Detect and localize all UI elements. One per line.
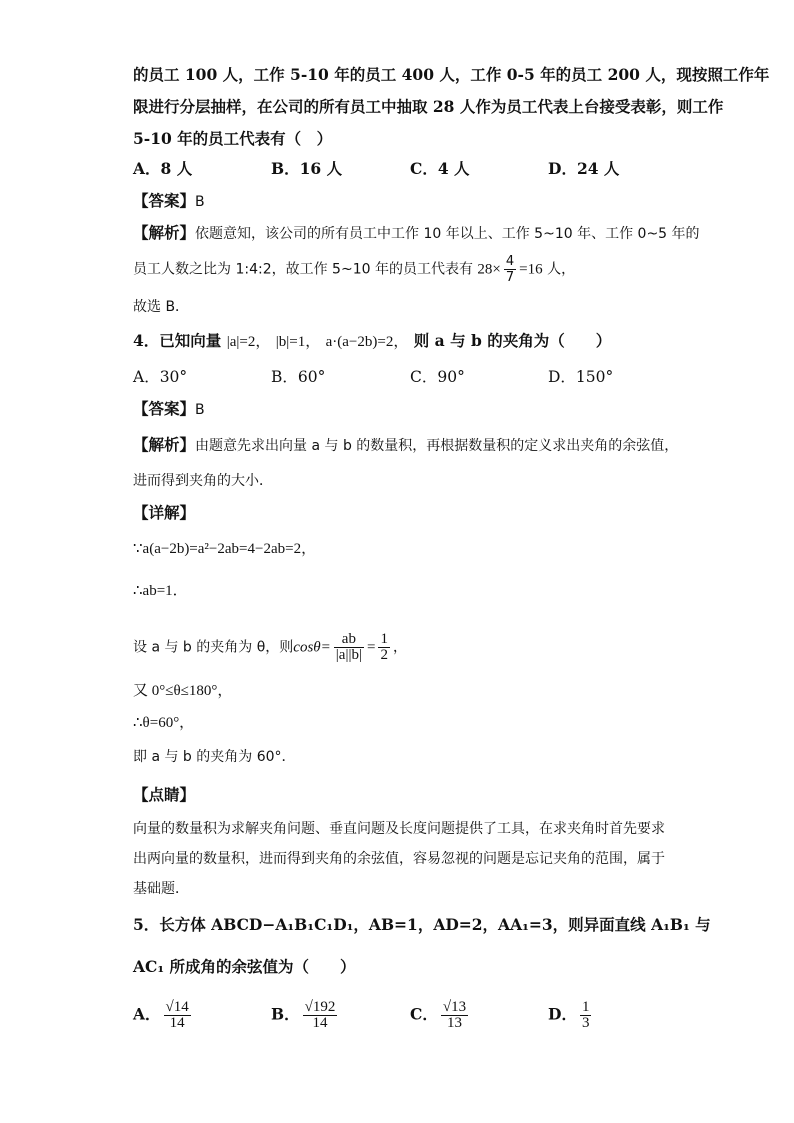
q4-step-1: ∵a(a−2b)=a²−2ab=4−2ab=2， <box>133 541 317 557</box>
q4-analysis-line-2: 进而得到夹角的大小． <box>133 473 273 489</box>
q3-option-d: D．24 人 <box>548 159 620 178</box>
q4-step-4: 又 0°≤θ≤180°， <box>133 683 233 699</box>
option-label: D． <box>548 1004 577 1024</box>
q3-stem-line-2: 限进行分层抽样，在公司的所有员工中抽取 28 人作为员工代表上台接受表彰，则工作 <box>133 97 724 116</box>
q4-option-d: D．150° <box>548 368 614 386</box>
cos-den: |a||b| <box>335 647 362 663</box>
frac-num: 4 <box>505 254 515 269</box>
q4-option-b: B．60° <box>271 368 326 386</box>
calc-mult: 28× <box>477 261 501 278</box>
q5-option-c <box>410 1000 471 1031</box>
q4-cond-1: |a|=2， <box>226 334 271 350</box>
q4-ask: 则 a 与 b 的夹角为（ ） <box>413 331 612 350</box>
q5-stem-line-2: AC₁ 所成角的余弦值为（ ） <box>133 957 356 976</box>
frac-num: 1 <box>581 999 590 1015</box>
analysis-text-2: 员工人数之比为 1:4:2，故工作 5~10 年的员工代表有 <box>133 261 473 278</box>
half-fraction <box>378 632 390 663</box>
option-fraction <box>164 1000 191 1031</box>
option-fraction <box>580 1000 592 1031</box>
q3-answer <box>133 190 205 213</box>
q4-comment-line-1: 向量的数量积为求解夹角问题、垂直问题及长度问题提供了工具，在求夹角时首先要求 <box>133 821 665 837</box>
q4-option-a: A．30° <box>133 368 188 386</box>
option-fraction <box>303 1000 338 1031</box>
q4-step-2: ∴ab=1． <box>133 583 188 599</box>
q5-stem-line-1: 5．长方体 ABCD−A₁B₁C₁D₁，AB=1，AD=2，AA₁=3，则异面直线 A₁B₁ 与 <box>133 915 711 934</box>
frac-den: 14 <box>312 1015 328 1031</box>
step3-post: ， <box>392 639 407 656</box>
frac-num: √13 <box>442 999 467 1015</box>
cos-num: ab <box>334 632 364 648</box>
q4-stem <box>133 330 611 353</box>
step3-text: 设 a 与 b 的夹角为 θ，则 <box>133 639 294 656</box>
q4-answer <box>133 398 205 421</box>
analysis-text: 由题意先求出向量 a 与 b 的数量积，再根据数量积的定义求出夹角的余弦值， <box>195 438 679 454</box>
frac-den: 14 <box>169 1015 185 1031</box>
answer-value: B <box>195 402 205 418</box>
cos-fraction <box>334 632 364 663</box>
frac-num: √14 <box>165 999 189 1015</box>
answer-tag: 【答案】 <box>133 399 196 418</box>
step3-eq: = <box>366 639 376 656</box>
answer-value: B <box>195 194 205 210</box>
answer-tag: 【答案】 <box>133 191 196 210</box>
q4-cond-3: a·(a−2b)=2， <box>325 334 409 350</box>
analysis-text-3: 人， <box>547 261 576 278</box>
frac-den: 13 <box>446 1015 462 1031</box>
calc-result: =16 <box>519 261 543 278</box>
frac-den: 7 <box>505 270 515 285</box>
option-fraction <box>441 1000 468 1031</box>
option-label: B． <box>271 1004 300 1024</box>
q3-analysis-line-1 <box>133 222 700 245</box>
analysis-tag: 【解析】 <box>133 223 196 242</box>
q5-option-b <box>271 1000 340 1031</box>
q4-comment-line-3: 基础题． <box>133 881 189 897</box>
q4-analysis-line-1 <box>133 434 678 457</box>
frac-den: 3 <box>581 1015 590 1031</box>
q3-conclusion: 故选 B． <box>133 299 190 315</box>
half-den: 2 <box>380 647 388 663</box>
q4-step-6: 即 a 与 b 的夹角为 60°． <box>133 749 296 765</box>
q4-number: 4．已知向量 <box>133 331 222 350</box>
q3-stem-line-3: 5-10 年的员工代表有（ ） <box>133 129 333 148</box>
q4-step-3 <box>133 632 407 663</box>
q5-option-a <box>133 1000 194 1031</box>
frac-num: √192 <box>304 999 336 1015</box>
q5-option-d <box>548 1000 594 1031</box>
analysis-text: 依题意知，该公司的所有员工中工作 10 年以上、工作 5~10 年、工作 0~5 年的 <box>195 226 700 242</box>
analysis-tag: 【解析】 <box>133 435 196 454</box>
q3-analysis-line-2 <box>133 254 575 285</box>
fraction-4-7 <box>504 254 516 285</box>
q3-option-c: C．4 人 <box>410 159 470 178</box>
q3-option-b: B．16 人 <box>271 159 343 178</box>
option-label: C． <box>410 1004 438 1024</box>
option-label: A． <box>133 1004 161 1024</box>
q4-comment-tag: 【点睛】 <box>133 785 196 804</box>
q3-stem-line-1: 的员工 100 人，工作 5-10 年的员工 400 人，工作 0-5 年的员工 200 人，现按照工作年 <box>133 65 770 84</box>
q4-comment-line-2: 出两向量的数量积，进而得到夹角的余弦值，容易忽视的问题是忘记夹角的范围，属于 <box>133 851 665 867</box>
q4-cond-2: |b|=1， <box>275 334 321 350</box>
q4-detail-tag: 【详解】 <box>133 503 196 522</box>
q3-option-a: A．8 人 <box>133 159 193 178</box>
q4-option-c: C．90° <box>410 368 465 386</box>
q4-step-5: ∴θ=60°， <box>133 715 195 731</box>
half-num: 1 <box>380 631 388 647</box>
step3-cos: cosθ= <box>293 639 331 656</box>
